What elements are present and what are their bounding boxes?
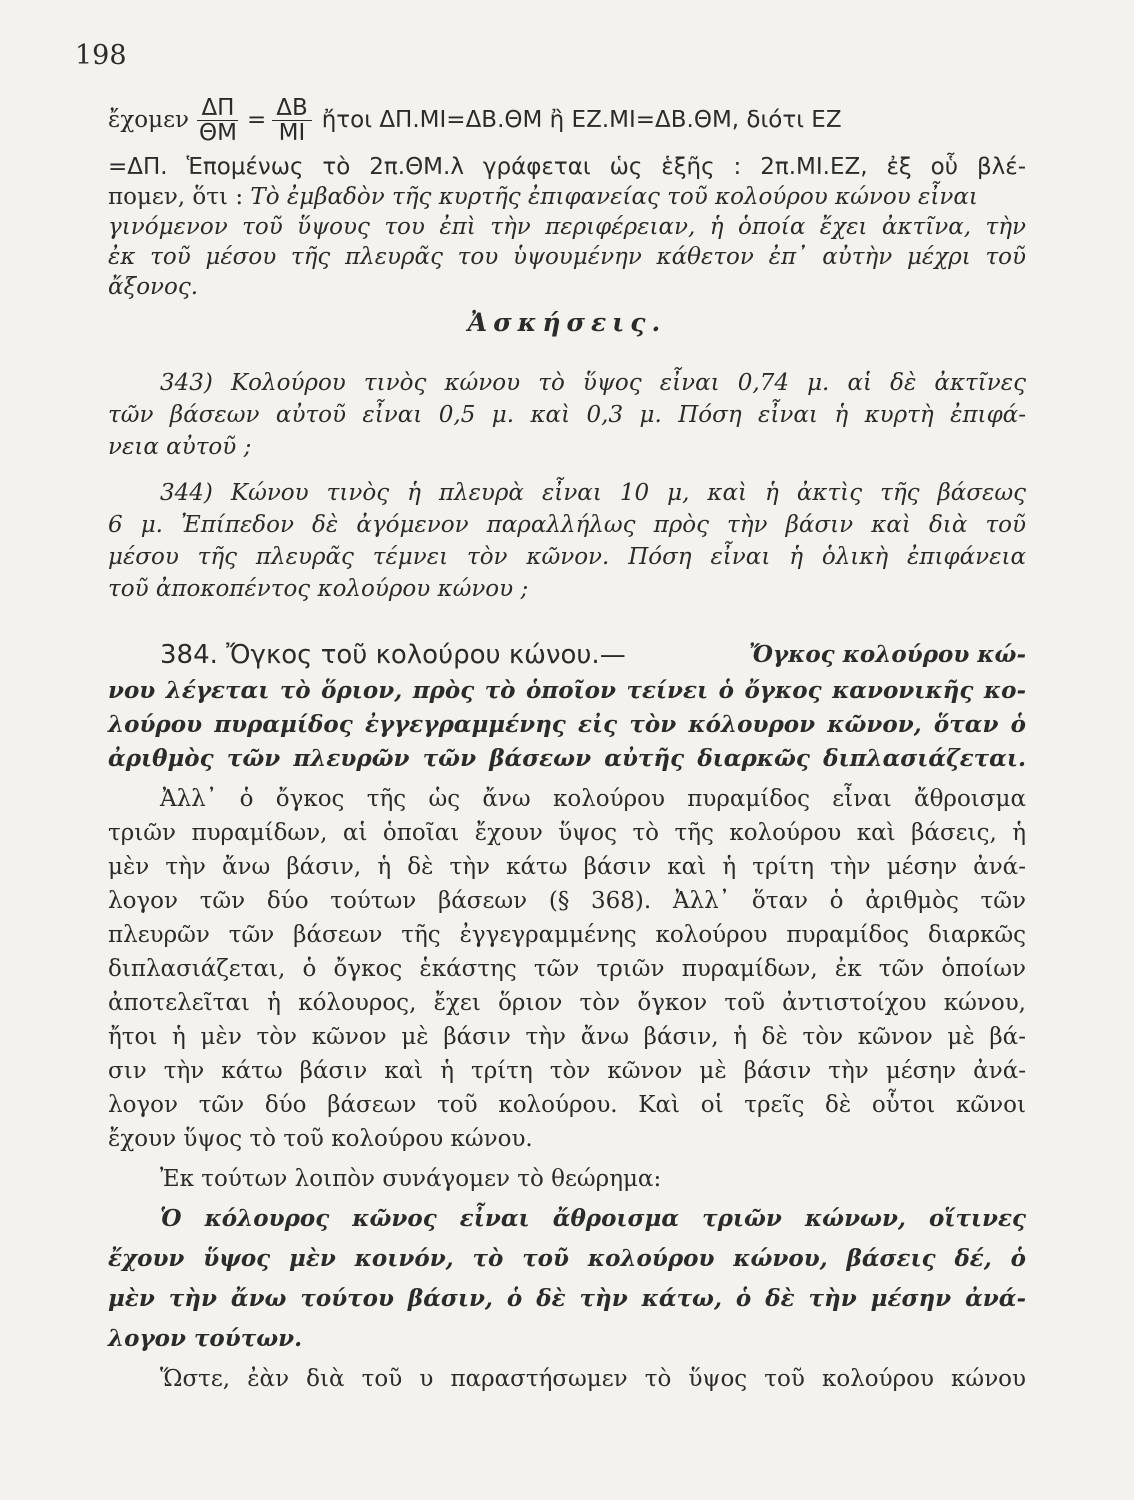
definition-text: Ὄγκος κολούρου κώ- [749,641,1026,668]
theorem-line: ἄξονος. [108,274,199,300]
fraction-numerator: ΔΠ [197,96,238,121]
section-title: 384. Ὄγκος τοῦ κολούρου κώνου.— [160,640,626,670]
text-line: =ΔΠ. Ἑπομένως τὸ 2π.ΘΜ.λ γράφεται ὡς ἑξῆς : 2π.ΜΙ.ΕΖ, ἐξ οὗ βλέ- [108,154,1026,180]
equals-sign: = [246,107,267,133]
theorem-line: γινόμενον τοῦ ὕψους του ἐπὶ τὴν περιφέρειαν, ἡ ὁποία ἔχει ἀκτῖνα, τὴν [108,214,1026,240]
theorem-lead: πομεν, ὅτι : [108,184,251,210]
exercise-line: 344) Κώνου τινὸς ἡ πλευρὰ εἶναι 10 μ, καὶ ἡ ἀκτὶς τῆς βάσεως [160,480,1026,506]
theorem-line: μὲν τὴν ἄνω τούτου βάσιν, ὁ δὲ τὴν κάτω, ὁ δὲ τὴν μέσην ἀνά- [108,1285,1026,1312]
fraction-numerator: ΔΒ [272,96,312,121]
exercise-line: 343) Κολούρου τινὸς κώνου τὸ ὕψος εἶναι 0,74 μ. αἱ δὲ ἀκτῖνες [160,370,1026,396]
definition-line: λούρου πυραμίδος ἐγγεγραμμένης εἰς τὸν κόλουρον κῶνον, ὅταν ὁ [108,711,1026,738]
body-line: λογον τῶν δύο τούτων βάσεων (§ 368). Ἀλλ᾿ ὅταν ὁ ἀριθμὸς τῶν [108,888,1026,914]
equation-rest: ἤτοι ΔΠ.ΜΙ=ΔΒ.ΘΜ ἢ ΕΖ.ΜΙ=ΔΒ.ΘΜ, διότι ΕΖ [321,107,842,133]
exercise-line: τῶν βάσεων αὐτοῦ εἶναι 0,5 μ. καὶ 0,3 μ. Πόση εἶναι ἡ κυρτὴ ἐπιφά- [108,402,1026,428]
equation-lead-word: ἔχομεν [108,107,189,133]
theorem-line: Ὁ κόλουρος κῶνος εἶναι ἄθροισμα τριῶν κώνων, οἵτινες [160,1205,1026,1232]
exercise-line: νεια αὐτοῦ ; [108,434,252,460]
exercises-heading: Ἀσκήσεις. [467,308,667,337]
body-line: Ὥστε, ἐὰν διὰ τοῦ υ παραστήσωμεν τὸ ὕψος τοῦ κολούρου κώνου [160,1366,1026,1392]
body-line: πλευρῶν τῶν βάσεων τῆς ἐγγεγραμμένης κολούρου πυραμίδος διαρκῶς [108,922,1026,948]
theorem-line: ἐκ τοῦ μέσου τῆς πλευρᾶς του ὑψουμένην κάθετον ἐπ᾿ αὐτὴν μέχρι τοῦ [108,244,1026,270]
body-line: ἔχουν ὕψος τὸ τοῦ κολούρου κώνου. [108,1126,533,1152]
definition-line: ἀριθμὸς τῶν πλευρῶν τῶν βάσεων αὐτῆς διαρκῶς διπλασιάζεται. [108,745,1026,772]
body-line: ἀποτελεῖται ἡ κόλουρος, ἔχει ὅριον τὸν ὄγκον τοῦ ἀντιστοίχου κώνου, [108,990,1026,1016]
text-line [108,182,1026,212]
conclusion-intro: Ἐκ τούτων λοιπὸν συνάγομεν τὸ θεώρημα: [160,1166,662,1192]
body-line: λογον τῶν δύο βάσεων τοῦ κολούρου. Καὶ οἱ τρεῖς δὲ οὗτοι κῶνοι [108,1092,1026,1118]
body-line: μὲν τὴν ἄνω βάσιν, ἡ δὲ τὴν κάτω βάσιν καὶ ἡ τρίτη τὴν μέσην ἀνά- [108,854,1026,880]
body-line: τριῶν πυραμίδων, αἱ ὁποῖαι ἔχουν ὕψος τὸ τῆς κολούρου καὶ βάσεις, ἡ [108,820,1026,846]
body-line: διπλασιάζεται, ὁ ὄγκος ἑκάστης τῶν τριῶν πυραμίδων, ἐκ τῶν ὁποίων [108,956,1026,982]
fraction-denominator: ΘΜ [198,119,237,146]
theorem-text: Τὸ ἐμβαδὸν τῆς κυρτῆς ἐπιφανείας τοῦ κολούρου κώνου εἶναι [250,184,978,210]
body-line: Ἀλλ᾿ ὁ ὄγκος τῆς ὡς ἄνω κολούρου πυραμίδος εἶναι ἄθροισμα [160,786,1026,812]
fraction-db-mi [272,96,312,145]
exercise-line: τοῦ ἀποκοπέντος κολούρου κώνου ; [108,576,529,602]
fraction-denominator: ΜΙ [278,119,306,146]
exercise-line: 6 μ. Ἐπίπεδον δὲ ἀγόμενον παραλλήλως πρὸς τὴν βάσιν καὶ διὰ τοῦ [108,512,1026,538]
theorem-line: λογον τούτων. [108,1325,303,1352]
body-line: σιν τὴν κάτω βάσιν καὶ ἡ τρίτη τὸν κῶνον μὲ βάσιν τὴν μέσην ἀνά- [108,1058,1026,1084]
equation-line [108,92,1026,148]
exercise-line: μέσου τῆς πλευρᾶς τέμνει τὸν κῶνον. Πόση εἶναι ἡ ὁλικὴ ἐπιφάνεια [108,544,1026,570]
definition-line: νου λέγεται τὸ ὅριον, πρὸς τὸ ὁποῖον τείνει ὁ ὄγκος κανονικῆς κο- [108,677,1026,704]
body-line: ἤτοι ἡ μὲν τὸν κῶνον μὲ βάσιν τὴν ἄνω βάσιν, ἡ δὲ τὸν κῶνον μὲ βά- [108,1024,1026,1050]
page-number: 198 [75,40,127,71]
section-title-line [160,640,1026,670]
theorem-line: ἔχουν ὕψος μὲν κοινόν, τὸ τοῦ κολούρου κώνου, βάσεις δέ, ὁ [108,1245,1026,1272]
fraction-dp-thm [195,96,241,145]
